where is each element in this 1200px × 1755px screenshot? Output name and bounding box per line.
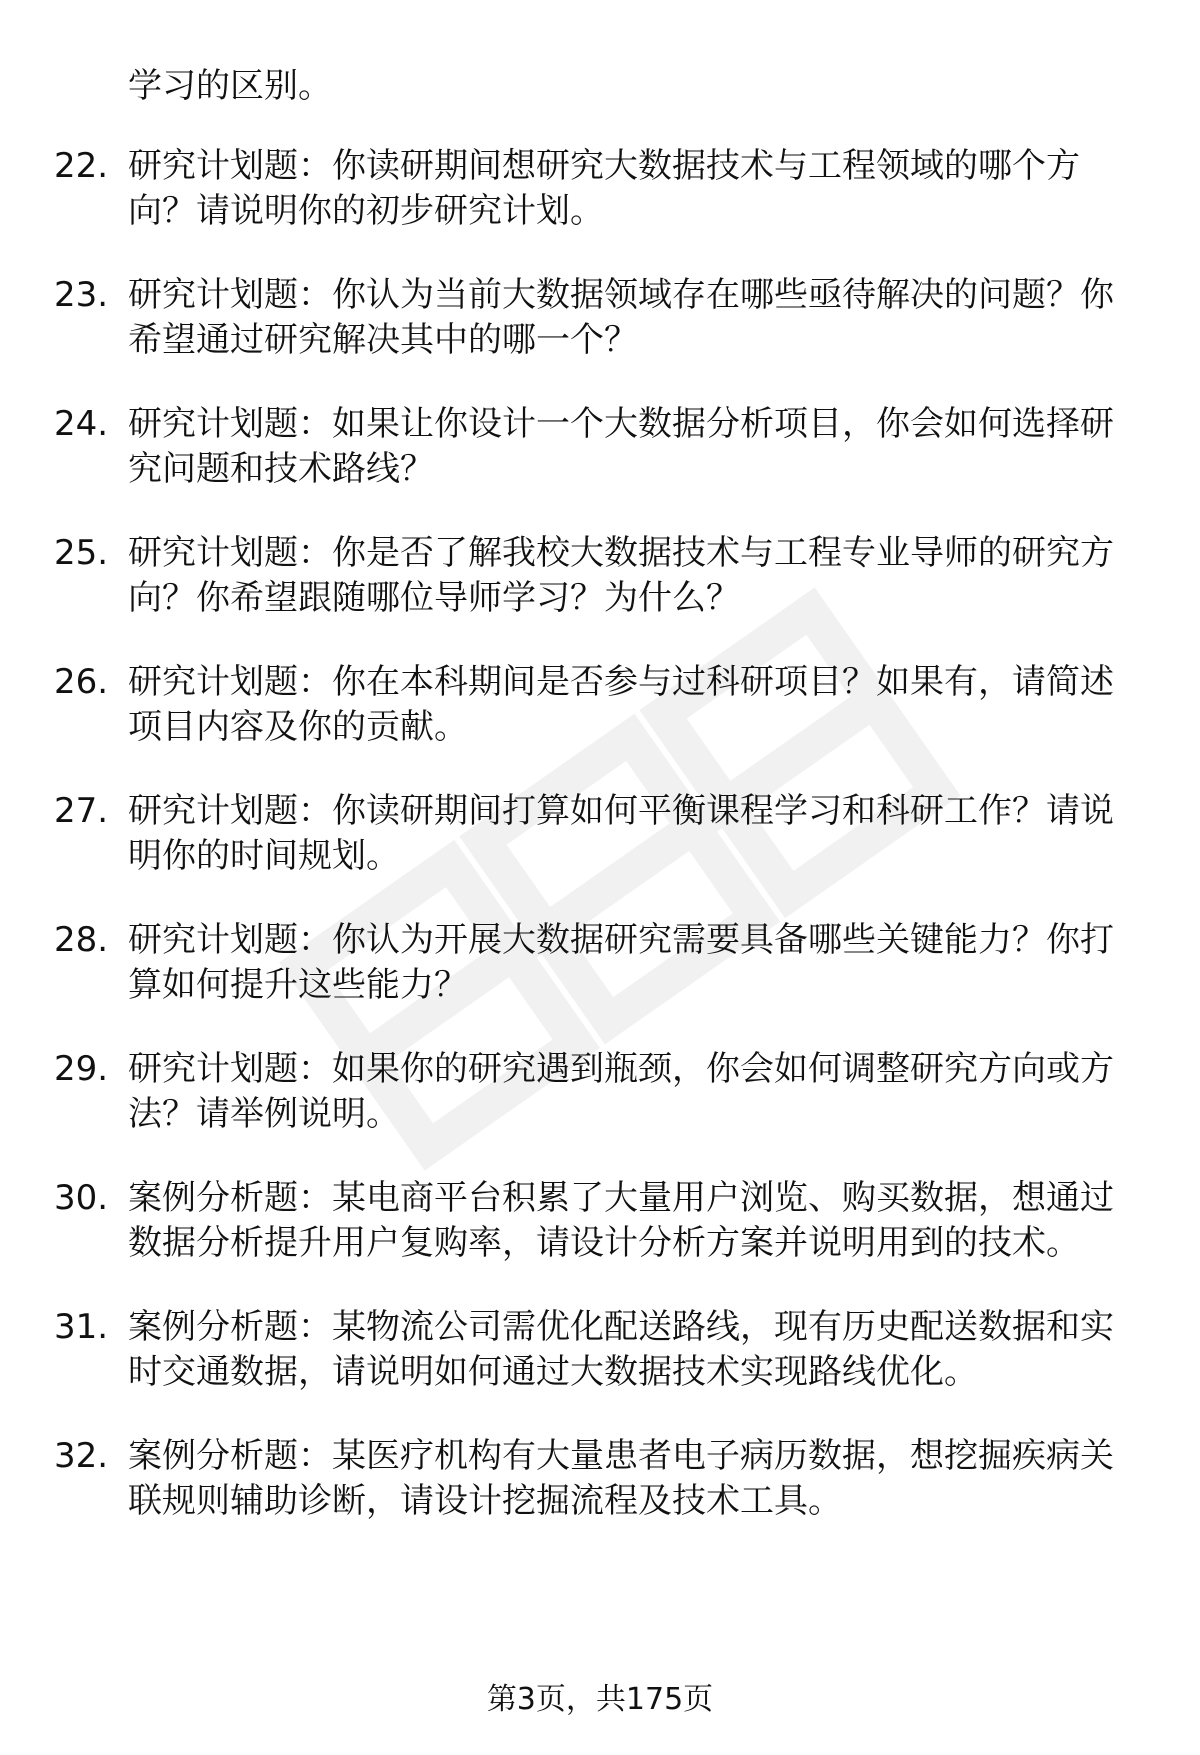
question-text: 研究计划题：你认为当前大数据领域存在哪些亟待解决的问题？你希望通过研究解决其中的哪一个？ [128,275,1114,360]
question-text: 案例分析题：某物流公司需优化配送路线，现有历史配送数据和实时交通数据，请说明如何通过大数据技术实现路线优化。 [128,1307,1114,1392]
question-number: 30. [54,1178,109,1218]
question-item [0,1047,1200,1137]
question-item [0,1305,1200,1395]
question-text: 研究计划题：你是否了解我校大数据技术与工程专业导师的研究方向？你希望跟随哪位导师学习？为什么？ [128,533,1114,618]
question-number: 27. [54,791,109,831]
question-item [0,1176,1200,1266]
question-text: 案例分析题：某医疗机构有大量患者电子病历数据，想挖掘疾病关联规则辅助诊断，请设计挖掘流程及技术工具。 [128,1436,1114,1521]
question-number: 25. [54,533,109,573]
question-item [0,144,1200,234]
question-item [0,918,1200,1008]
question-item [0,660,1200,750]
question-item [0,789,1200,879]
question-text: 案例分析题：某电商平台积累了大量用户浏览、购买数据，想通过数据分析提升用户复购率，请设计分析方案并说明用到的技术。 [128,1178,1114,1263]
continuation-text: 学习的区别。 [128,66,332,106]
question-text: 研究计划题：你读研期间想研究大数据技术与工程领域的哪个方向？请说明你的初步研究计划。 [128,146,1080,231]
question-number: 29. [54,1049,109,1089]
question-number: 28. [54,920,109,960]
question-number: 31. [54,1307,109,1347]
page-footer: 第3页，共175页 [486,1682,714,1717]
question-number: 23. [54,275,109,315]
question-item [0,531,1200,621]
question-item [0,273,1200,363]
question-text: 研究计划题：如果你的研究遇到瓶颈，你会如何调整研究方向或方法？请举例说明。 [128,1049,1114,1134]
question-number: 22. [54,146,109,186]
question-text: 研究计划题：你读研期间打算如何平衡课程学习和科研工作？请说明你的时间规划。 [128,791,1114,876]
question-number: 26. [54,662,109,702]
question-text: 研究计划题：你认为开展大数据研究需要具备哪些关键能力？你打算如何提升这些能力？ [128,920,1114,1005]
question-list [0,144,1200,1563]
question-text: 研究计划题：你在本科期间是否参与过科研项目？如果有，请简述项目内容及你的贡献。 [128,662,1114,747]
question-item [0,1434,1200,1524]
question-item [0,402,1200,492]
question-text: 研究计划题：如果让你设计一个大数据分析项目，你会如何选择研究问题和技术路线？ [128,404,1114,489]
question-number: 32. [54,1436,109,1476]
question-number: 24. [54,404,109,444]
